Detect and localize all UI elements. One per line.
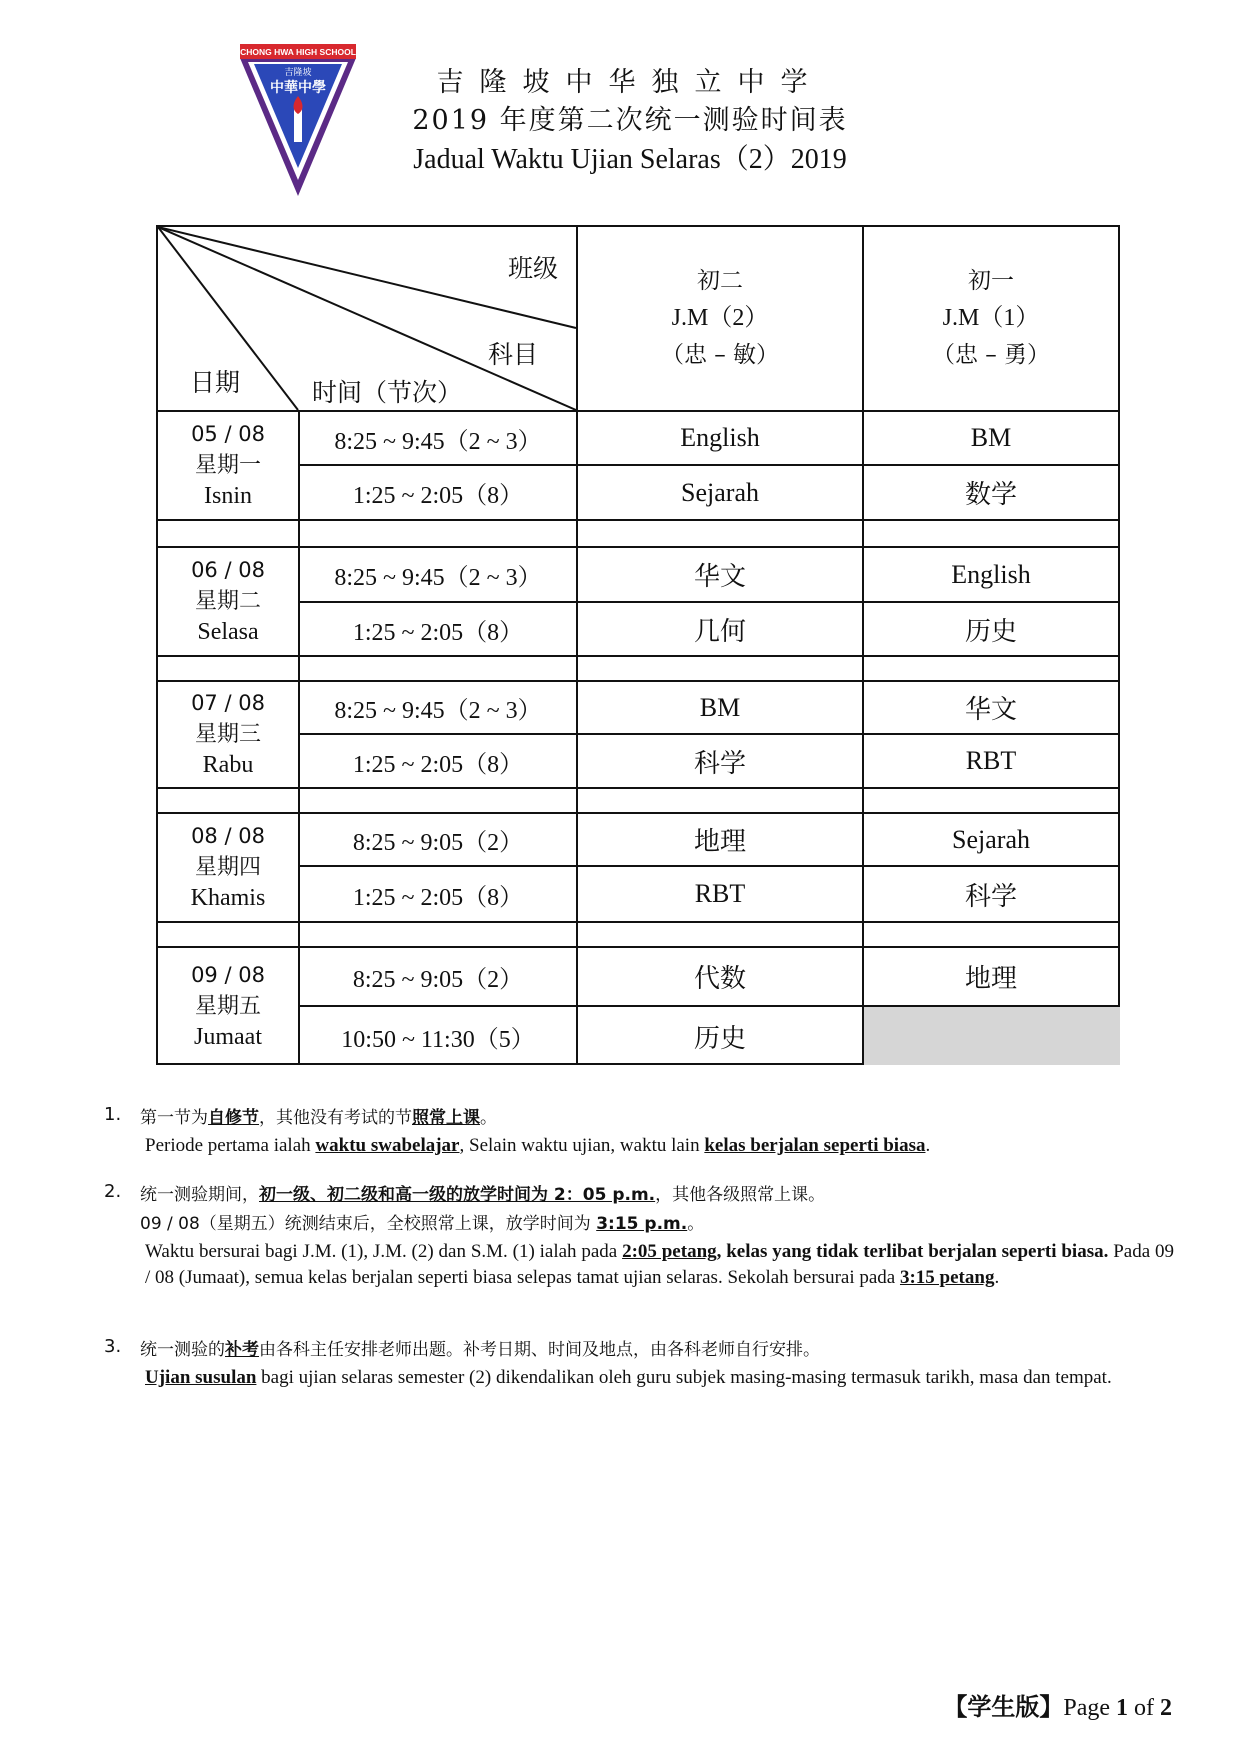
time-cell: 8:25 ~ 9:05（2） <box>352 830 524 856</box>
subject-cell: Sejarah <box>681 477 759 507</box>
school-logo <box>238 44 358 200</box>
page-footer: 【学生版】Page 1 of 2 <box>943 1693 1172 1721</box>
svg-text:吉隆坡: 吉隆坡 <box>284 68 312 78</box>
time-cell: 8:25 ~ 9:45（2 ~ 3） <box>334 428 542 455</box>
time-cell: 1:25 ~ 2:05（8） <box>352 483 524 509</box>
column-header-jm2: 初二 J.M（2） （忠 – 敏） <box>660 268 780 368</box>
subject-cell: 地理 <box>693 827 746 856</box>
column-header-jm1: 初一 J.M（1） （忠 – 勇） <box>931 268 1051 368</box>
time-cell: 10:50 ~ 11:30（5） <box>341 1026 535 1053</box>
date-cell: 05 / 08 星期一 Isnin <box>191 422 265 509</box>
subject-cell: 科学 <box>964 881 1017 911</box>
subject-cell: BM <box>970 423 1012 452</box>
note-1: 1. 第一节为自修节，其他没有考试的节照常上课。 Periode pertama ialah waktu swabelajar, Selain waktu ujian, waktu lain kelas berjalan seperti biasa. <box>104 1104 931 1156</box>
subject-cell: 地理 <box>964 964 1017 993</box>
note-3: 3. 统一测验的补考由各科主任安排老师出题。补考日期、时间及地点，由各科老师自行安排。 Ujian susulan bagi ujian selaras semester (2) dikendalikan oleh guru subjek masing-masing termasuk tarikh, masa dan tempat. <box>104 1336 1112 1388</box>
date-cell: 08 / 08 星期四 Khamis <box>190 824 266 911</box>
subject-cell: 几何 <box>693 616 746 646</box>
subject-cell: English <box>680 423 760 452</box>
date-cell: 06 / 08 星期二 Selasa <box>191 558 265 645</box>
time-cell: 1:25 ~ 2:05（8） <box>352 884 524 911</box>
date-label: 日期 <box>190 368 241 397</box>
logo-banner-text: CHONG HWA HIGH SCHOOL <box>240 47 356 57</box>
subject-label: 科目 <box>488 340 539 369</box>
date-cell: 09 / 08 星期五 Jumaat <box>191 963 265 1050</box>
empty-cell <box>864 1007 1120 1065</box>
time-cell: 1:25 ~ 2:05（8） <box>352 619 524 646</box>
exam-timetable <box>156 225 1120 1065</box>
time-cell: 8:25 ~ 9:45（2 ~ 3） <box>334 698 542 724</box>
subject-cell: 历史 <box>693 1023 746 1053</box>
subject-cell: Sejarah <box>952 824 1030 854</box>
subject-cell: 科学 <box>693 748 746 778</box>
class-label: 班级 <box>508 254 559 283</box>
svg-text:中華中學: 中華中學 <box>270 80 326 96</box>
subject-cell: 代数 <box>693 964 746 993</box>
date-cell: 07 / 08 星期三 Rabu <box>191 691 265 778</box>
time-cell: 1:25 ~ 2:05（8） <box>352 751 524 778</box>
time-cell: 8:25 ~ 9:05（2） <box>352 967 524 993</box>
title-ms: Jadual Waktu Ujian Selaras（2）2019 <box>413 144 847 175</box>
school-name: 吉隆坡中华独立中学 <box>436 67 824 98</box>
note-2: 2. 统一测验期间，初一级、初二级和高一级的放学时间为 2：05 p.m.，其他各级照常上课。 09 / 08（星期五）统测结束后，全校照常上课，放学时间为 3:15 p.m.。 Waktu bersurai bagi J.M. (1), J.M. (2) dan S.M. (1) ialah pada 2:05 petang, kelas yang tidak terlibat berjalan seperti biasa. Pada 09 / 08 (Jumaat), semua kelas berjalan seperti biasa selepas tamat ujian selaras. Sekolah bersurai pada 3:15 petang. <box>104 1181 1174 1288</box>
subject-cell: English <box>951 559 1031 589</box>
subject-cell: 华文 <box>964 695 1017 724</box>
subject-cell: 华文 <box>693 562 746 591</box>
subject-cell: RBT <box>694 879 746 908</box>
time-cell: 8:25 ~ 9:45（2 ~ 3） <box>334 565 542 591</box>
subject-cell: 历史 <box>964 616 1017 646</box>
subject-cell: RBT <box>965 746 1017 775</box>
time-label: 时间（节次） <box>312 378 463 407</box>
subject-cell: 数学 <box>964 480 1017 509</box>
title-zh: 2019 年度第二次统一测验时间表 <box>412 105 848 136</box>
subject-cell: BM <box>699 692 741 722</box>
